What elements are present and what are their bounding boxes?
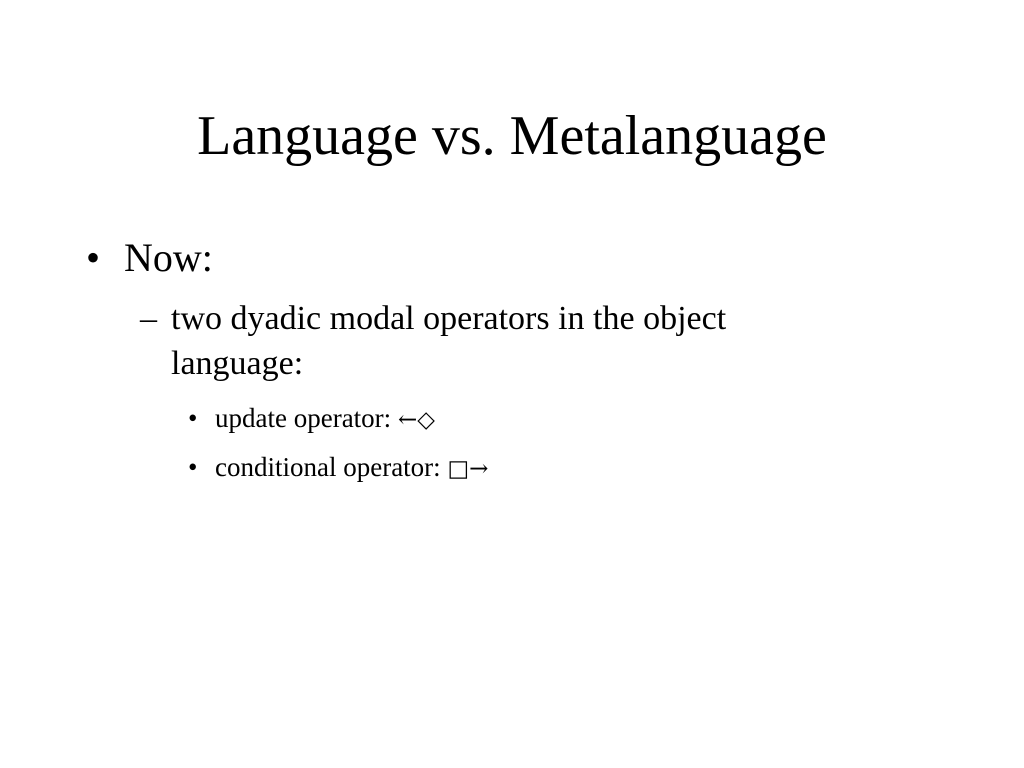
bullet-text: Now:	[124, 235, 213, 280]
sub-bullet-text: two dyadic modal operators in the object language:	[171, 300, 727, 382]
operator-label: conditional operator:	[215, 452, 448, 482]
item-content	[215, 449, 488, 487]
dash-icon: –	[140, 300, 157, 337]
conditional-operator-symbol: □→	[447, 456, 489, 482]
bullet-icon: •	[188, 452, 198, 482]
bullet-icon: •	[86, 235, 101, 280]
item-content	[215, 400, 435, 438]
update-operator-symbol: ←◇	[397, 407, 435, 433]
bullet-icon: •	[188, 403, 198, 433]
operator-label: update operator:	[215, 403, 398, 433]
slide-title: Language vs. Metalanguage	[197, 105, 827, 167]
